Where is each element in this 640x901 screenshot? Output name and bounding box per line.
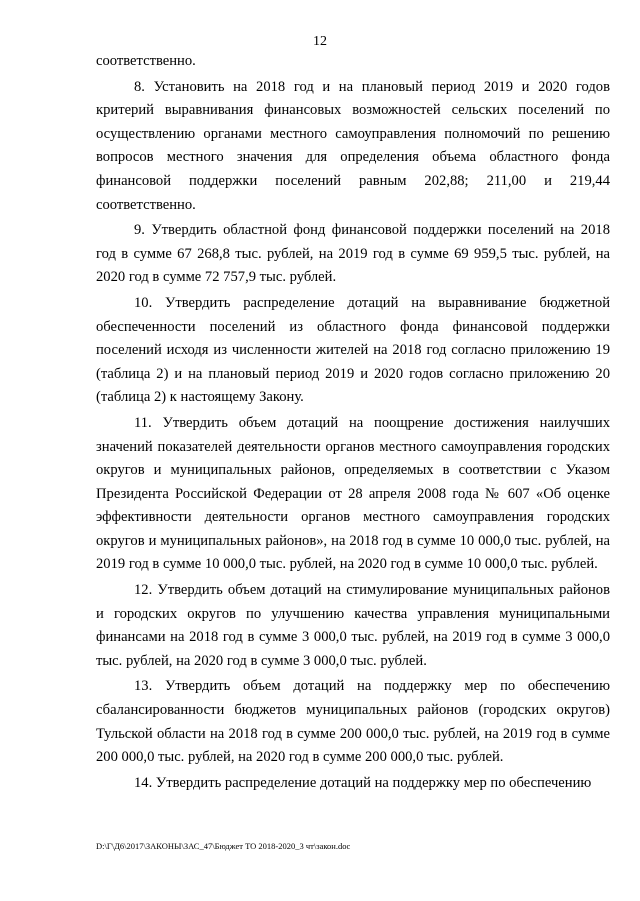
page-number: 12 [313,34,327,49]
document-body [96,50,610,797]
paragraph-13: 13. Утвердить объем дотаций на поддержку мер по обеспечению сбалансированности бюджетов муниципальных районов (городских округов) Тульской области на 2018 год в сумме 200 000,0 тыс. рублей, на 2019 год в сумме 200 000,0 тыс. рублей, на 2020 год в сумме 200 000,0 тыс. рублей. [96,678,610,766]
footer-file-path: D:\Г\Д6\2017\ЗАКОНЫ\ЗАС_47\Бюджет ТО 2018-2020_3 чт\закон.doc [96,841,351,851]
paragraph-9: 9. Утвердить областной фонд финансовой поддержки поселений на 2018 год в сумме 67 268,8 тыс. рублей, на 2019 год в сумме 69 959,5 тыс. рублей, на 2020 год в сумме 72 757,9 тыс. рублей. [96,222,610,286]
paragraph-10: 10. Утвердить распределение дотаций на выравнивание бюджетной обеспеченности поселений из областного фонда финансовой поддержки поселений исходя из численности жителей на 2018 год согласно приложению 19 (таблица 2) и на плановый период 2019 и 2020 годов согласно приложению 20 (таблица 2) к настоящему Закону. [96,294,610,406]
paragraph-continuation: соответственно. [96,53,196,69]
paragraph-12: 12. Утвердить объем дотаций на стимулирование муниципальных районов и городских округов по улучшению качества управления муниципальными финансами на 2018 год в сумме 3 000,0 тыс. рублей, на 2019 год в сумме 3 000,0 тыс. рублей, на 2020 год в сумме 3 000,0 тыс. рублей. [96,582,610,669]
paragraph-11: 11. Утвердить объем дотаций на поощрение достижения наилучших значений показателей деятельности органов местного самоуправления городских округов и муниципальных районов, определяемых в соответствии с Указом Президента Российской Федерации от 28 апреля 2008 года № 607 «Об оценке эффективности деятельности органов местного самоуправления городских округов и муниципальных районов», на 2018 год в сумме 10 000,0 тыс. рублей, на 2019 год в сумме 10 000,0 тыс. рублей, на 2020 год в сумме 10 000,0 тыс. рублей. [96,414,610,573]
paragraph-14: 14. Утвердить распределение дотаций на поддержку мер по обеспечению [134,774,592,791]
paragraph-8: 8. Установить на 2018 год и на плановый период 2019 и 2020 годов критерий выравнивания финансовых возможностей сельских поселений по осуществлению органами местного самоуправления полномочий по решению вопросов местного значения для определения объема областного фонда финансовой поддержки поселений равным 202,88; 211,00 и 219,44 соответственно. [96,78,610,213]
